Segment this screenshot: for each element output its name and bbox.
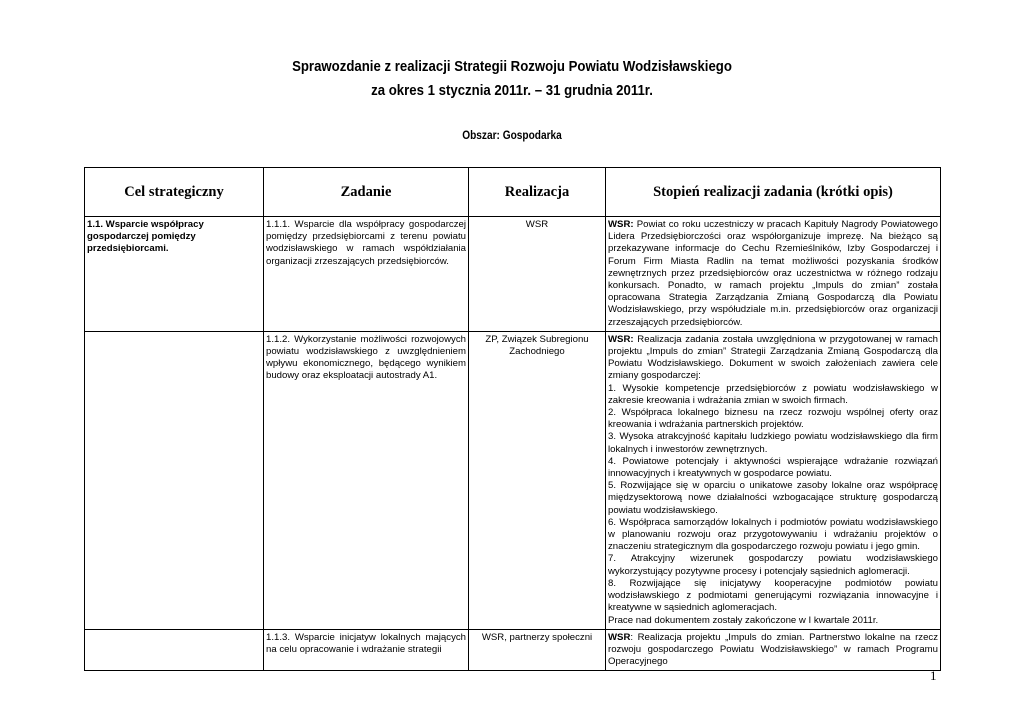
area-label: Obszar: Gospodarka — [462, 130, 562, 142]
description-intro — [608, 334, 938, 383]
goal-cell: 1.1. Wsparcie współpracy gospodarczej pomiędzy przedsiębiorcami. — [85, 217, 264, 332]
description-text: Powiat co roku uczestniczy w pracach Kapituły Nagrody Powiatowego Lidera Przedsiębiorczości oraz współorganizuje imprezę. Na bieżąco są przekazywane informacje do Cechu Rzemieślników, Izby Gospodarczej i Forum Firm Miasta Radlin na temat możliwości pozyskania środków zewnętrznych przez przedsiębiorców oraz uczestnictwa w różnego rodzaju konkursach. Ponadto, w ramach projektu „Impuls do zmian” została opracowana Strategia Zarządzania Zmianą Gospodarczą dla Powiatu Wodzisławskiego, przy współudziale m.in. przedsiębiorców oraz organizacji zrzeszających przedsiębiorców. — [608, 219, 938, 328]
description-item: Prace nad dokumentem zostały zakończone w I kwartale 2011r. — [608, 614, 879, 626]
realization-cell: WSR — [469, 217, 606, 332]
table-row — [85, 331, 941, 629]
goal-cell — [85, 629, 264, 671]
column-header-task: Zadanie — [264, 168, 469, 217]
task-cell: 1.1.2. Wykorzystanie możliwości rozwojowych powiatu wodzisławskiego z uwzględnieniem wpływu ekonomicznego, będącego wynikiem budowy oraz eksploatacji autostrady A1. — [264, 331, 469, 629]
description-item: 5. Rozwijające się w oparciu o unikatowe zasoby lokalne oraz współpracę międzysektorową nowe działalności wzbogacające strukturę gospodarczą powiatu wodzisławskiego. — [608, 480, 938, 516]
goal-cell — [85, 331, 264, 629]
description-label: WSR: — [608, 219, 634, 230]
table-row — [85, 629, 941, 671]
description-item: 8. Rozwijające się inicjatywy kooperacyjne podmiotów powiatu wodzisławskiego z podmiotami generującymi rozwiązania innowacyjne i kreatywne w sąsiednich aglomeracjach. — [608, 577, 938, 614]
description-label: WSR — [608, 631, 631, 643]
column-header-description: Stopień realizacji zadania (krótki opis) — [606, 168, 941, 217]
description-cell — [606, 217, 941, 332]
description-text: Realizacja zadania została uwzględniona w przygotowanej w ramach projektu „Impuls do zmian” Strategii Zarządzania Zmianą Gospodarczą dla Powiatu Wodzisławskiego. Dokument w swoich założeniach zawiera cele zmiany gospodarczej: — [608, 333, 938, 382]
description-item: 1. Wysokie kompetencje przedsiębiorców z powiatu wodzisławskiego w zakresie kreowania i wdrażania zmian w swoich firmach. — [608, 382, 938, 406]
column-header-goal: Cel strategiczny — [85, 168, 264, 217]
description-item: 4. Powiatowe potencjały i aktywności wspierające wdrażanie rozwiązań innowacyjnych i kreatywnych w gospodarce powiatu. — [608, 455, 938, 480]
realization-cell: WSR, partnerzy społeczni — [469, 629, 606, 671]
task-cell: 1.1.3. Wsparcie inicjatyw lokalnych mających na celu opracowanie i wdrażanie strategii — [264, 629, 469, 671]
description-cell — [606, 331, 941, 629]
report-title: Sprawozdanie z realizacji Strategii Rozwoju Powiatu Wodzisławskiego — [292, 58, 732, 75]
table-header-row — [85, 168, 941, 217]
description-item: 6. Współpraca samorządów lokalnych i podmiotów powiatu wodzisławskiego w planowaniu rozwoju oraz przygotowywaniu i wdrażaniu projektów o znaczeniu strategicznym dla gospodarczego rozwoju powiatu i jego gmin. — [608, 516, 938, 553]
page-number: 1 — [930, 668, 937, 683]
report-period: za okres 1 stycznia 2011r. – 31 grudnia 2011r. — [371, 82, 653, 99]
description-item: 7. Atrakcyjny wizerunek gospodarczy powiatu wodzisławskiego wykorzystujący pozytywne procesy i potencjały sąsiednich aglomeracji. — [608, 553, 938, 577]
column-header-realization: Realizacja — [469, 168, 606, 217]
realization-cell: ZP, Związek Subregionu Zachodniego — [469, 331, 606, 629]
description-item: 3. Wysoka atrakcyjność kapitału ludzkiego powiatu wodzisławskiego dla firm lokalnych i inwestorów zewnętrznych. — [608, 431, 938, 455]
description-item: 2. Współpraca lokalnego biznesu na rzecz rozwoju wspólnej oferty oraz kreowania i wdrażania partnerskich projektów. — [608, 407, 938, 431]
description-text: : Realizacja projektu „Impuls do zmian. Partnerstwo lokalne na rzecz rozwoju gospodarczego Powiatu Wodzisławskiego” w ramach Programu Operacyjnego — [608, 631, 938, 668]
strategy-table — [84, 167, 941, 671]
table-row — [85, 217, 941, 332]
description-cell — [606, 629, 941, 671]
description-label: WSR: — [608, 333, 634, 345]
task-cell: 1.1.1. Wsparcie dla współpracy gospodarczej pomiędzy przedsiębiorcami z terenu powiatu wodzisławskiego w ramach współdziałania organizacji zrzeszających przedsiębiorców. — [264, 217, 469, 332]
